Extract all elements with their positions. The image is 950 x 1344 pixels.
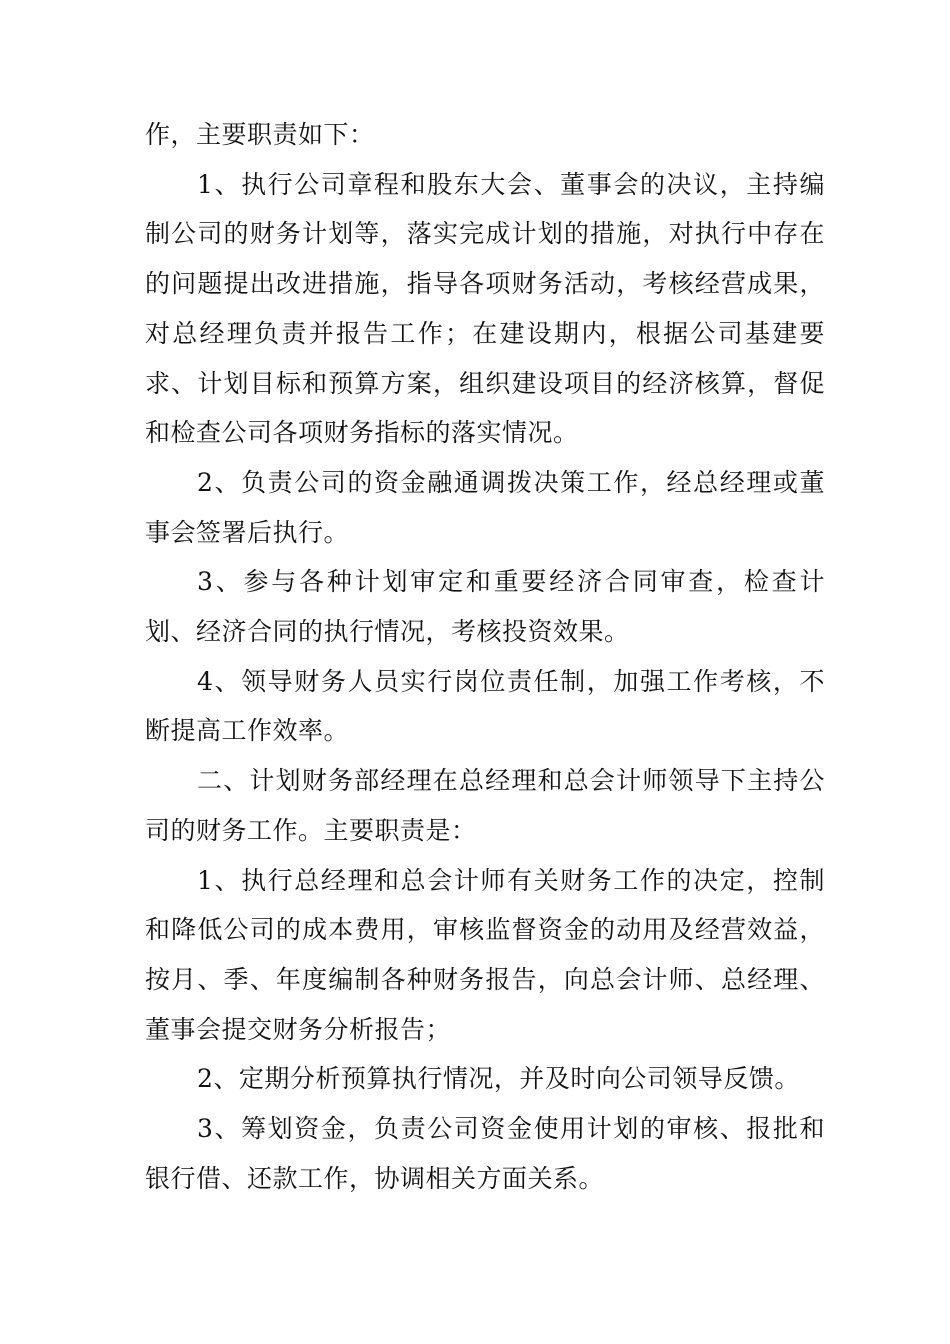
paragraph-section-two-item-2: 2、定期分析预算执行情况，并及时向公司领导反馈。 xyxy=(197,1064,800,1094)
paragraph-item-3: 3、参与各种计划审定和重要经济合同审查，检查计划、经济合同的执行情况，考核投资效果。 xyxy=(145,567,825,647)
document-page xyxy=(145,110,825,1203)
paragraph-item-1: 1、执行公司章程和股东大会、董事会的决议，主持编制公司的财务计划等，落实完成计划的措施，对执行中存在的问题提出改进措施，指导各项财务活动，考核经营成果，对总经理负责并报告工作；在建设期内，根据公司基建要求、计划目标和预算方案，组织建设项目的经济核算，督促和检查公司各项财务指标的落实情况。 xyxy=(145,169,825,448)
paragraph-section-two-item-1: 1、执行总经理和总会计师有关财务工作的决定，控制和降低公司的成本费用，审核监督资金的动用及经营效益，按月、季、年度编制各种财务报告，向总会计师、总经理、董事会提交财务分析报告； xyxy=(145,865,825,1044)
paragraph-item-4: 4、领导财务人员实行岗位责任制，加强工作考核，不断提高工作效率。 xyxy=(145,666,825,746)
paragraph-continuation: 作，主要职责如下： xyxy=(145,120,375,149)
paragraph-section-two-item-3: 3、筹划资金，负责公司资金使用计划的审核、报批和银行借、还款工作，协调相关方面关系。 xyxy=(145,1114,825,1193)
paragraph-item-2: 2、负责公司的资金融通调拨决策工作，经总经理或董事会签署后执行。 xyxy=(145,467,825,547)
section-heading-two: 二、计划财务部经理在总经理和总会计师领导下主持公司的财务工作。主要职责是： xyxy=(145,766,825,845)
